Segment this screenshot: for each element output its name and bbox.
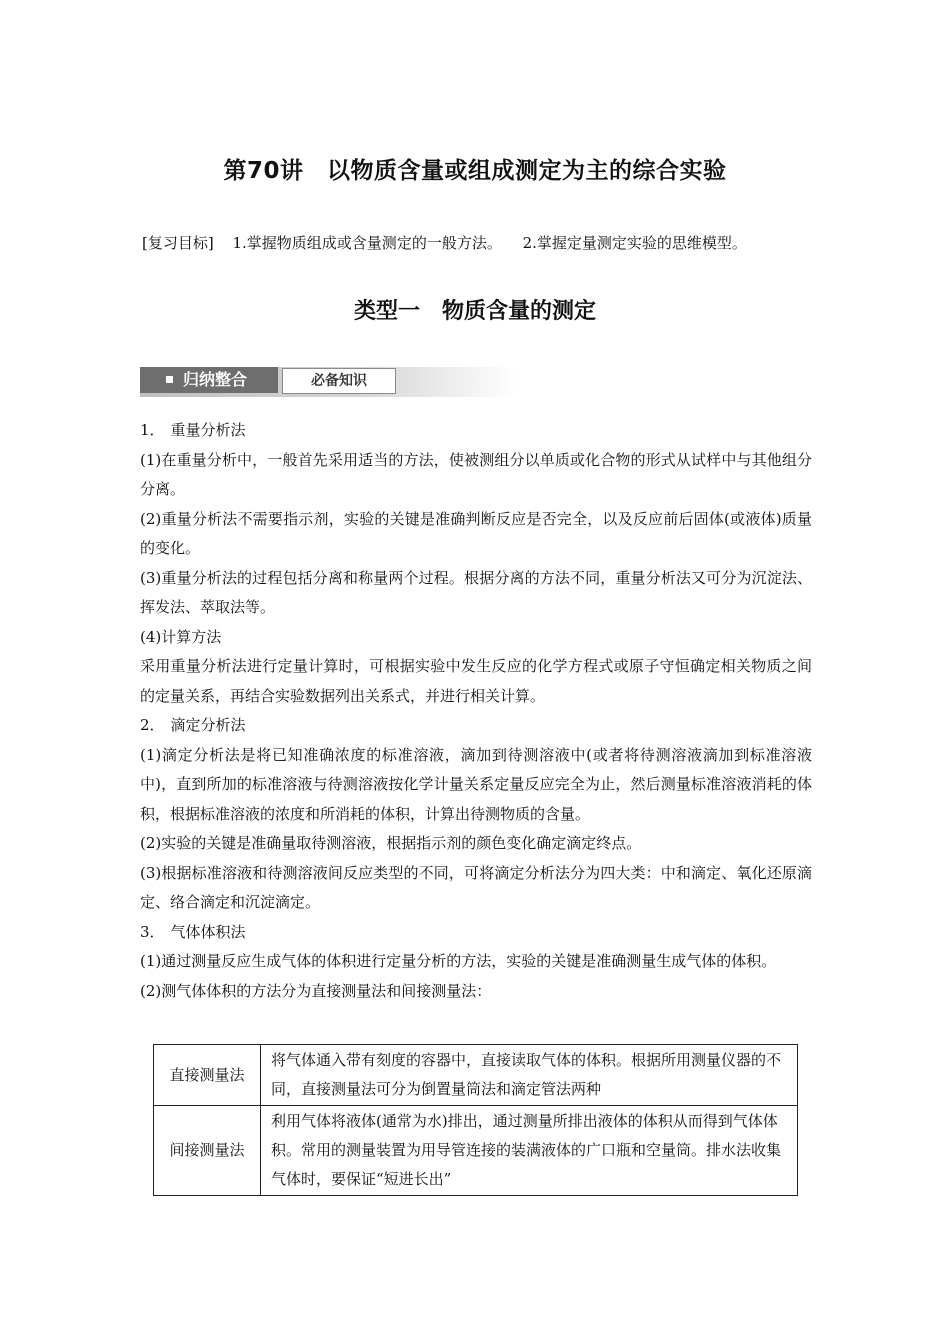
paragraph: (2)实验的关键是准确量取待测溶液，根据指示剂的颜色变化确定滴定终点。 [140,834,642,852]
paragraph: (1)滴定分析法是将已知准确浓度的标准溶液，滴加到待测溶液中(或者将待测溶液滴加到标准溶液中)，直到所加的标准溶液与待测溶液按化学计量关系定量反应完全为止，然后测量标准溶液消耗的体积，根据标准溶液的浓度和所消耗的体积，计算出待测物质的含量。 [140,745,812,823]
section-heading-3: 3． 气体体积法 [140,922,246,941]
banner-left-text: 归纳整合 [183,370,248,389]
paragraph: (3)重量分析法的过程包括分离和称量两个过程。根据分离的方法不同，重量分析法又可分为沉淀法、挥发法、萃取法等。 [140,568,812,616]
section-heading-1: 1． 重量分析法 [140,421,246,439]
page-title: 第70讲 以物质含量或组成测定为主的综合实验 [223,158,727,184]
table-row [154,1045,798,1106]
paragraph: (1)在重量分析中，一般首先采用适当的方法，使被测组分以单质或化合物的形式从试样中与其他组分分离。 [140,450,812,498]
section-type-title: 类型一 物质含量的测定 [353,299,596,324]
review-goals-tag: [复习目标] [142,234,214,252]
paragraph: (2)重量分析法不需要指示剂，实验的关键是准确判断反应是否完全，以及反应前后固体(或液体)质量的变化。 [140,509,812,557]
section-heading-2: 2． 滴定分析法 [140,716,246,734]
paragraph: (2)测气体体积的方法分为直接测量法和间接测量法： [140,981,492,1000]
banner-right-label: 必备知识 [282,368,396,394]
banner-left-label [140,367,278,393]
table-cell-method: 间接测量法 [154,1106,261,1196]
square-bullet-icon [166,376,173,383]
table-cell-method: 直接测量法 [154,1045,261,1106]
table-cell-description: 利用气体将液体(通常为水)排出，通过测量所排出液体的体积从而得到气体体积。常用的测量装置为用导管连接的装满液体的广口瓶和空量筒。排水法收集气体时，要保证“短进长出” [261,1106,798,1196]
paragraph: (3)根据标准溶液和待测溶液间反应类型的不同，可将滴定分析法分为四大类：中和滴定、氧化还原滴定、络合滴定和沉淀滴定。 [140,863,812,911]
table-row [154,1106,798,1196]
main-content [140,416,812,1006]
paragraph: (4)计算方法 [140,627,222,646]
review-goal-1: 1.掌握物质组成或含量测定的一般方法。 [232,234,502,252]
gas-volume-method-table [153,1044,798,1196]
paragraph: 采用重量分析法进行定量计算时，可根据实验中发生反应的化学方程式或原子守恒确定相关物质之间的定量关系，再结合实验数据列出关系式，并进行相关计算。 [140,657,812,705]
review-goals [142,232,747,253]
review-goal-2: 2.掌握定量测定实验的思维模型。 [522,234,747,252]
paragraph: (1)通过测量反应生成气体的体积进行定量分析的方法，实验的关键是准确测量生成气体的体积。 [140,952,777,970]
table-cell-description: 将气体通入带有刻度的容器中，直接读取气体的体积。根据所用测量仪器的不同，直接测量法可分为倒置量筒法和滴定管法两种 [261,1045,798,1106]
